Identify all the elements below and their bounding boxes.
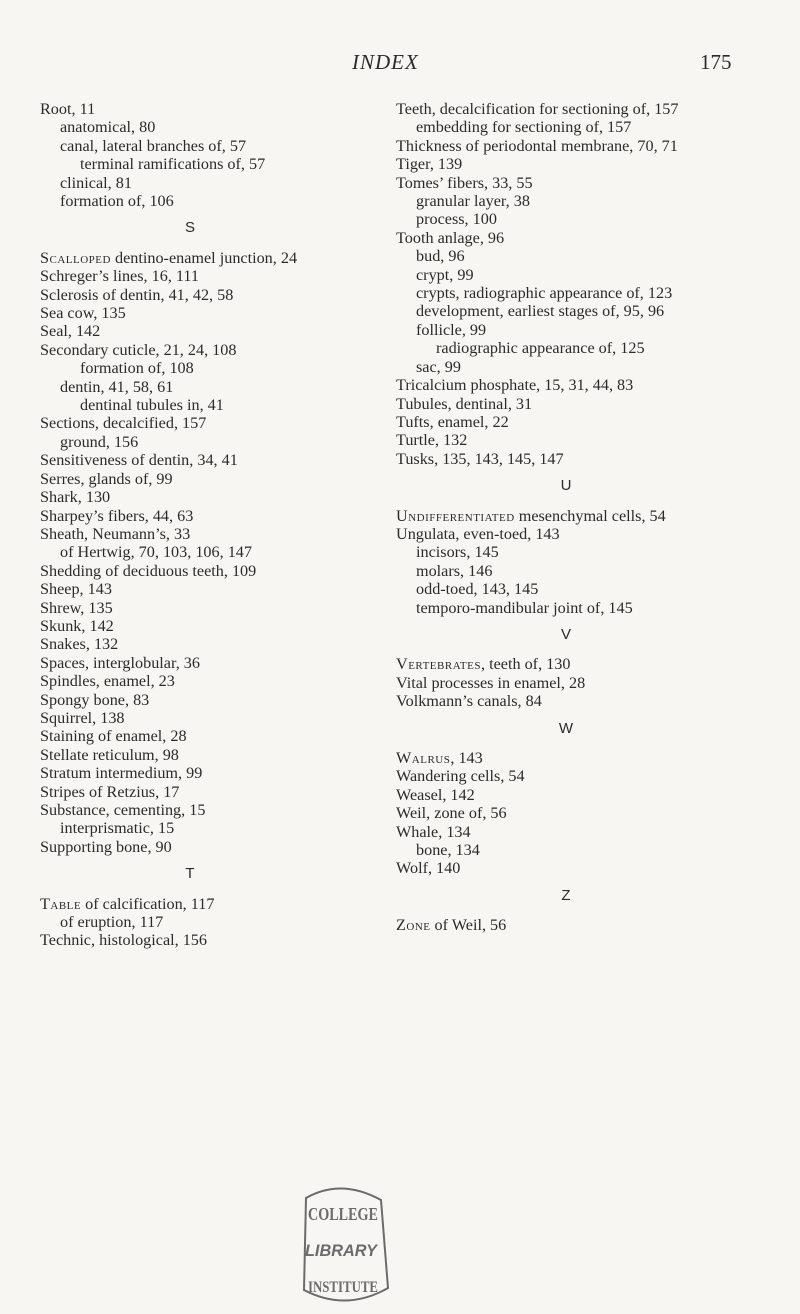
entry-head-word: Undifferentiated [396, 506, 515, 525]
index-entry [40, 691, 380, 709]
section-letter: W [558, 719, 574, 737]
index-subentry [396, 562, 776, 580]
entry-text: radiographic appearance of, 125 [436, 339, 645, 358]
entry-text: granular layer, 38 [416, 192, 530, 211]
index-entry [396, 137, 776, 155]
index-entry [40, 451, 380, 469]
index-subentry [396, 302, 776, 320]
entry-text: follicle, 99 [416, 320, 487, 339]
entry-text: interprismatic, 15 [60, 819, 175, 838]
entry-text: Sea cow, 135 [40, 304, 126, 323]
index-entry [396, 786, 776, 804]
entry-text: , teeth of, 130 [480, 655, 571, 674]
index-entry [40, 895, 380, 913]
entry-text: Spongy bone, 83 [40, 690, 150, 709]
index-subentry [40, 118, 380, 136]
entry-text: Sclerosis of dentin, 41, 42, 58 [40, 285, 234, 304]
index-entry [40, 709, 380, 727]
index-column-right [396, 100, 776, 935]
entry-text: Teeth, decalcification for sectioning of, 157 [396, 100, 679, 118]
index-subentry [396, 580, 776, 598]
entry-head-word: Scalloped [40, 248, 111, 267]
index-entry [396, 229, 776, 247]
entry-head-word: Vertebrates [396, 655, 481, 674]
index-entry [396, 395, 776, 413]
index-entry [40, 470, 380, 488]
entry-text: bud, 96 [416, 247, 465, 266]
index-subentry [40, 378, 380, 396]
index-entry [40, 580, 380, 598]
stamp-middle-text: LIBRARY [305, 1241, 379, 1260]
entry-text: of calcification, 117 [81, 894, 215, 913]
stamp-bottom-text: INSTITUTE [308, 1279, 378, 1296]
entry-text: Seal, 142 [40, 322, 101, 341]
entry-text: sac, 99 [416, 357, 461, 376]
section-letter: T [185, 865, 195, 883]
index-entry [40, 838, 380, 856]
section-letter: S [184, 219, 195, 237]
entry-text: Stellate reticulum, 98 [40, 745, 179, 764]
entry-text: Ungulata, even-toed, 143 [396, 524, 560, 543]
entry-text: bone, 134 [416, 840, 480, 859]
entry-text: Sensitiveness of dentin, 34, 41 [40, 451, 238, 470]
index-entry [396, 655, 776, 673]
index-entry [40, 654, 380, 672]
index-subentry [396, 192, 776, 210]
entry-text: process, 100 [416, 210, 497, 229]
entry-text: terminal ramifications of, 57 [80, 155, 266, 174]
index-entry [396, 674, 776, 692]
entry-text: Substance, cementing, 15 [40, 801, 206, 820]
entry-text: mesenchymal cells, 54 [514, 506, 666, 525]
entry-text: Schreger’s lines, 16, 111 [40, 267, 199, 286]
entry-text: Thickness of periodontal membrane, 70, 71 [396, 136, 678, 155]
entry-text: incisors, 145 [416, 543, 499, 562]
index-entry [40, 100, 380, 118]
entry-text: canal, lateral branches of, 57 [60, 136, 247, 155]
index-entry [40, 562, 380, 580]
index-subentry [40, 433, 380, 451]
index-subentry [40, 174, 380, 192]
index-entry [396, 804, 776, 822]
entry-text: Serres, glands of, 99 [40, 469, 173, 488]
entry-text: Weasel, 142 [396, 785, 475, 804]
library-stamp [286, 1180, 396, 1310]
entry-text: Spaces, interglobular, 36 [40, 653, 200, 672]
entry-text: Sheath, Neumann’s, 33 [40, 524, 191, 543]
index-entry [40, 727, 380, 745]
entry-text: Supporting bone, 90 [40, 837, 172, 856]
entry-text: Root, 11 [40, 100, 96, 118]
index-entry [396, 431, 776, 449]
entry-text: formation of, 106 [60, 192, 174, 211]
section-letter: Z [561, 886, 571, 904]
index-entry [40, 249, 380, 267]
index-entry [40, 414, 380, 432]
entry-text: Secondary cuticle, 21, 24, 108 [40, 340, 237, 359]
entry-text: , 143 [450, 748, 483, 767]
stamp-top-text: COLLEGE [308, 1204, 378, 1224]
entry-text: Sharpey’s fibers, 44, 63 [40, 506, 194, 525]
index-entry [396, 155, 776, 173]
index-entry [396, 859, 776, 877]
index-entry [40, 267, 380, 285]
index-subentry [396, 841, 776, 859]
index-entry [396, 413, 776, 431]
entry-text: molars, 146 [416, 561, 493, 580]
index-subentry [40, 913, 380, 931]
index-entry [396, 823, 776, 841]
entry-text: Tufts, enamel, 22 [396, 412, 509, 431]
entry-text: Tubules, dentinal, 31 [396, 394, 533, 413]
entry-text: Tooth anlage, 96 [396, 228, 505, 247]
entry-text: odd-toed, 143, 145 [416, 580, 539, 599]
index-entry [396, 450, 776, 468]
entry-text: clinical, 81 [60, 173, 132, 192]
index-subentry [396, 358, 776, 376]
index-entry [396, 525, 776, 543]
index-entry [396, 376, 776, 394]
entry-text: of Hertwig, 70, 103, 106, 147 [60, 543, 252, 562]
index-entry [40, 672, 380, 690]
index-subentry [396, 543, 776, 561]
index-subentry [396, 284, 776, 302]
entry-text: Squirrel, 138 [40, 708, 125, 727]
index-subentry [396, 247, 776, 265]
entry-text: temporo-mandibular joint of, 145 [416, 598, 633, 617]
index-subentry [40, 155, 380, 173]
entry-text: Sheep, 143 [40, 580, 112, 599]
index-entry [40, 764, 380, 782]
index-subentry [40, 543, 380, 561]
index-entry [40, 635, 380, 653]
index-entry [40, 341, 380, 359]
entry-text: Sections, decalcified, 157 [40, 414, 207, 433]
entry-text: Skunk, 142 [40, 616, 114, 635]
entry-text: anatomical, 80 [60, 118, 156, 137]
index-column-left [40, 100, 380, 950]
index-entry [40, 783, 380, 801]
entry-text: formation of, 108 [80, 359, 194, 378]
page-header [0, 50, 800, 80]
index-entry [40, 599, 380, 617]
index-entry [396, 507, 776, 525]
index-entry [40, 617, 380, 635]
entry-text: ground, 156 [60, 432, 139, 451]
entry-text: Vital processes in enamel, 28 [396, 673, 586, 692]
entry-text: Whale, 134 [396, 822, 471, 841]
index-subentry [396, 339, 776, 357]
index-subentry [40, 396, 380, 414]
index-entry [40, 746, 380, 764]
entry-text: Spindles, enamel, 23 [40, 672, 175, 691]
page-title: INDEX [352, 50, 419, 74]
index-subentry [396, 210, 776, 228]
index-entry [396, 174, 776, 192]
entry-text: Tiger, 139 [396, 155, 463, 174]
entry-text: Tricalcium phosphate, 15, 31, 44, 83 [396, 376, 634, 395]
index-entry [396, 767, 776, 785]
index-subentry [40, 819, 380, 837]
section-letter: U [560, 477, 572, 495]
entry-text: crypts, radiographic appearance of, 123 [416, 284, 673, 303]
entry-text: Volkmann’s canals, 84 [396, 692, 542, 711]
entry-text: Tusks, 135, 143, 145, 147 [396, 449, 564, 468]
entry-text: of Weil, 56 [430, 916, 507, 935]
index-subentry [396, 118, 776, 136]
entry-text: Turtle, 132 [396, 431, 468, 450]
entry-text: development, earliest stages of, 95, 96 [416, 302, 665, 321]
index-subentry [396, 599, 776, 617]
entry-text: dentin, 41, 58, 61 [60, 377, 174, 396]
entry-text: crypt, 99 [416, 265, 474, 284]
entry-text: Stripes of Retzius, 17 [40, 782, 180, 801]
index-subentry [396, 266, 776, 284]
entry-text: Wolf, 140 [396, 859, 461, 878]
entry-text: Weil, zone of, 56 [396, 804, 507, 823]
entry-text: Staining of enamel, 28 [40, 727, 187, 746]
entry-text: embedding for sectioning of, 157 [416, 118, 632, 137]
index-entry [40, 322, 380, 340]
index-entry [40, 801, 380, 819]
entry-text: dentinal tubules in, 41 [80, 396, 224, 415]
entry-text: Snakes, 132 [40, 635, 119, 654]
index-entry [396, 100, 776, 118]
entry-text: Shedding of deciduous teeth, 109 [40, 561, 257, 580]
index-entry [40, 525, 380, 543]
index-entry [396, 692, 776, 710]
index-subentry [40, 359, 380, 377]
entry-text: Technic, histological, 156 [40, 931, 207, 950]
index-subentry [40, 192, 380, 210]
index-entry [40, 507, 380, 525]
entry-text: Tomes’ fibers, 33, 55 [396, 173, 533, 192]
entry-text: Shark, 130 [40, 488, 111, 507]
index-entry [396, 749, 776, 767]
index-entry [40, 304, 380, 322]
index-entry [40, 286, 380, 304]
entry-text: dentino-enamel junction, 24 [110, 248, 298, 267]
entry-text: Stratum intermedium, 99 [40, 764, 203, 783]
section-letter: V [560, 625, 571, 643]
entry-text: Shrew, 135 [40, 598, 113, 617]
index-entry [40, 931, 380, 949]
index-entry [396, 916, 776, 934]
index-subentry [40, 137, 380, 155]
entry-text: Wandering cells, 54 [396, 767, 525, 786]
index-subentry [396, 321, 776, 339]
page-number: 175 [700, 50, 732, 74]
entry-head-word: Walrus [396, 748, 451, 767]
entry-head-word: Table [40, 894, 82, 913]
entry-text: of eruption, 117 [60, 913, 164, 932]
index-entry [40, 488, 380, 506]
entry-head-word: Zone [396, 916, 431, 935]
